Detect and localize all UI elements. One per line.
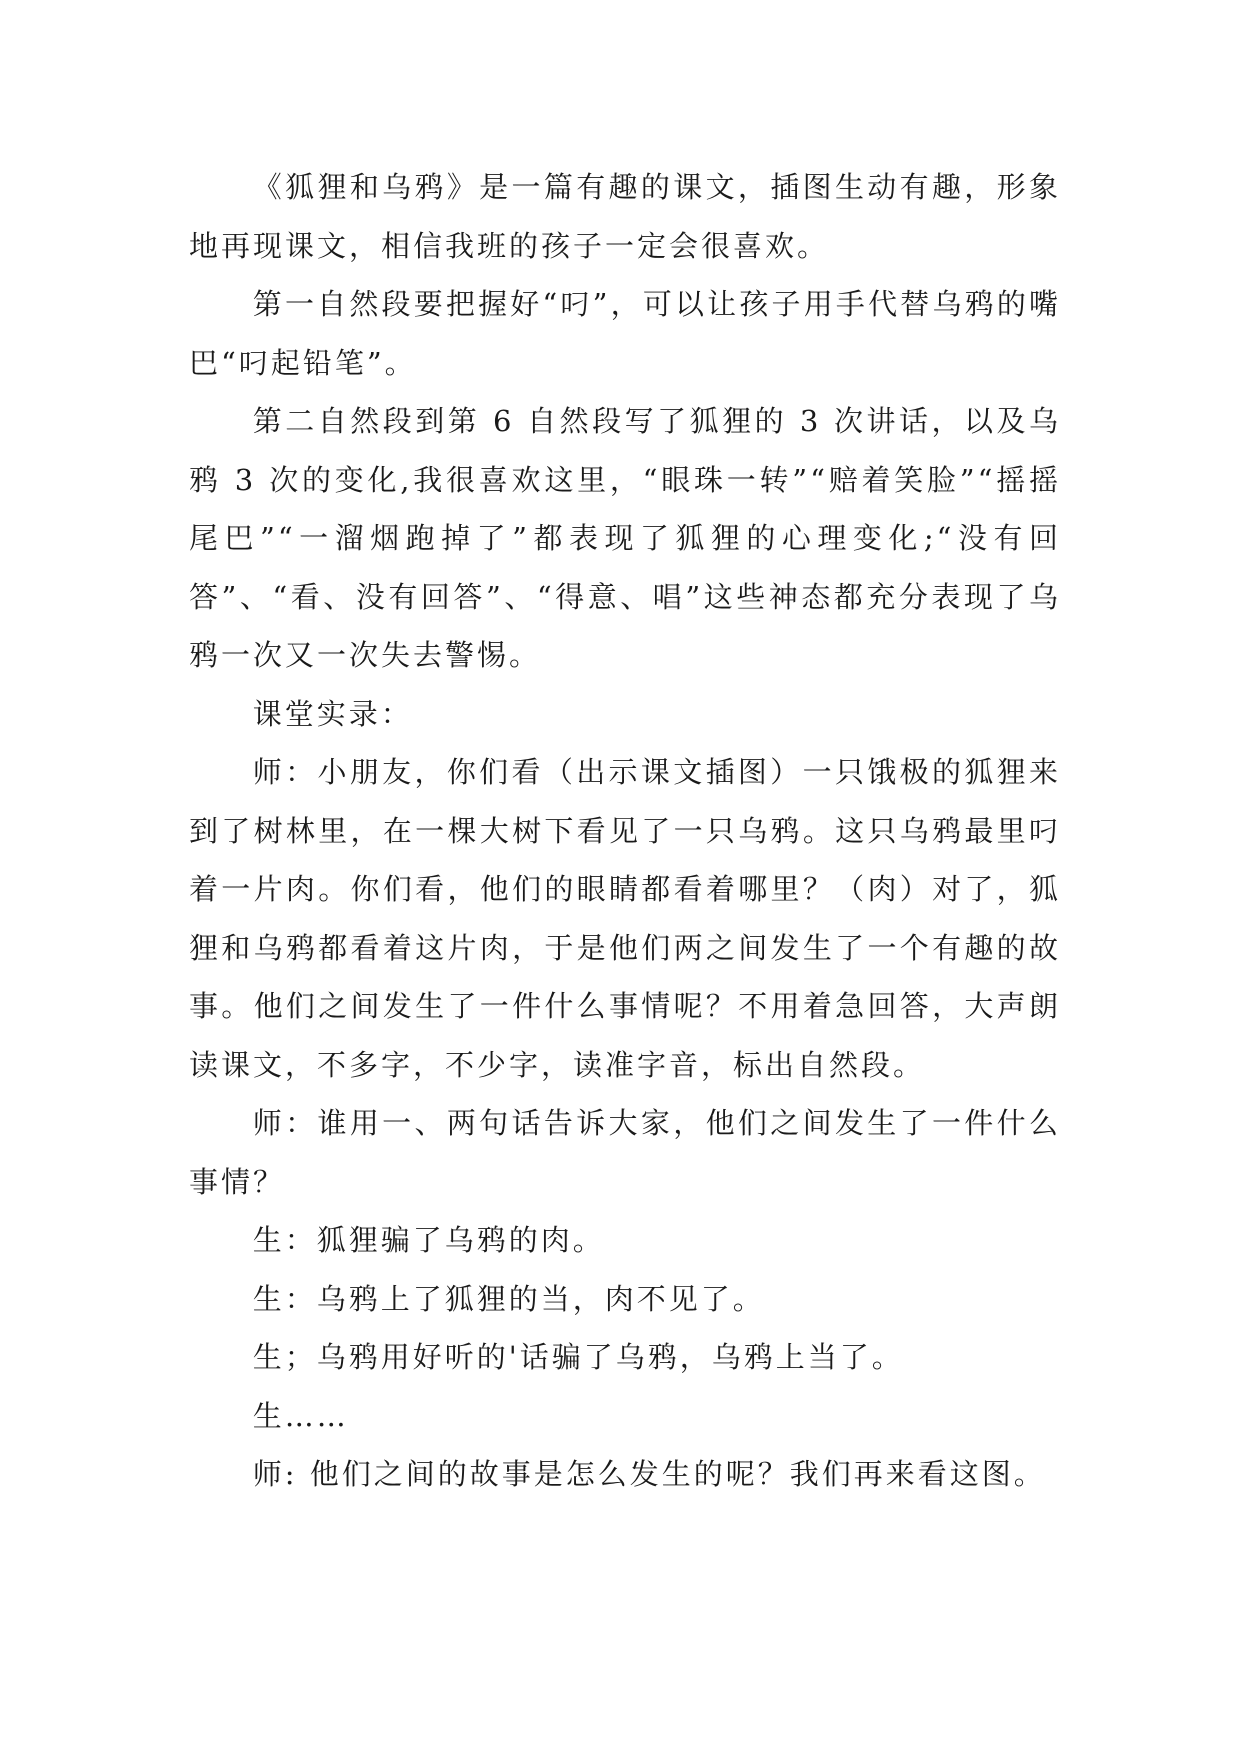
student-line: 生；乌鸦用好听的'话骗了乌鸦，乌鸦上当了。 [252,1340,904,1374]
student-line: 生：狐狸骗了乌鸦的肉。 [252,1223,605,1257]
teacher-line: 师：小朋友，你们看（出示课文插图）一只饿极的狐狸来到了树林里，在一棵大树下看见了一只乌鸦。这只乌鸦最里叼着一片肉。你们看，他们的眼睛都看着哪里？（肉）对了，狐狸和乌鸦都看着这片肉，于是他们两之间发生了一个有趣的故事。他们之间发生了一件什么事情呢？不用着急回答，大声朗读课文，不多字，不少字，读准字音，标出自然段。 [189,755,1061,1082]
paragraph-first-section: 第一自然段要把握好“叼”，可以让孩子用手代替乌鸦的嘴巴“叼起铅笔”。 [189,287,1061,380]
teacher-line: 师: 他们之间的故事是怎么发生的呢？我们再来看这图。 [252,1457,1046,1491]
document-body [189,158,1061,1504]
teacher-line: 师：谁用一、两句话告诉大家，他们之间发生了一件什么事情？ [189,1106,1061,1199]
student-line: 生…… [252,1398,349,1433]
classroom-record-heading: 课堂实录： [252,696,413,731]
paragraph-second-to-sixth-section: 第二自然段到第 6 自然段写了狐狸的 3 次讲话，以及乌鸦 3 次的变化,我很喜欢这里，“眼珠一转”“赔着笑脸”“摇摇尾巴”“一溜烟跑掉了”都表现了狐狸的心理变化;“没有回答”、“看、没有回答”、“得意、唱”这些神态都充分表现了乌鸦一次又一次失去警惕。 [189,404,1061,672]
paragraph-intro: 《狐狸和乌鸦》是一篇有趣的课文，插图生动有趣，形象地再现课文，相信我班的孩子一定会很喜欢。 [189,170,1061,263]
student-line: 生：乌鸦上了狐狸的当，肉不见了。 [252,1281,765,1316]
